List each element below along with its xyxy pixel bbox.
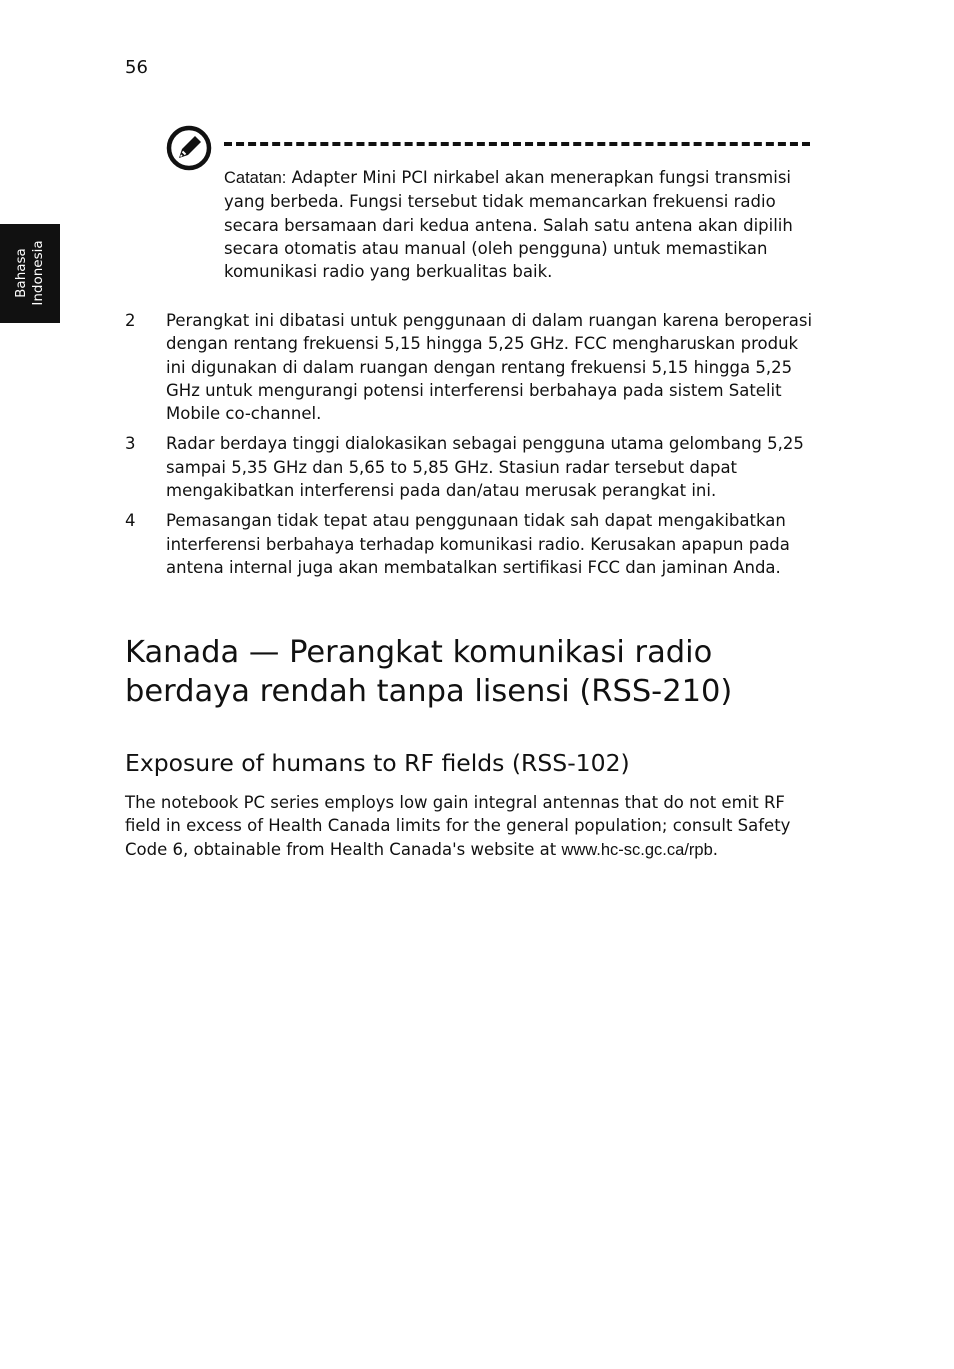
list-item-text: Radar berdaya tinggi dialokasikan sebagai pengguna utama gelombang 5,25 sampai 5,35 GHz dan 5,65 to 5,85 GHz. Stasiun radar tersebut dapat mengakibatkan interferensi pada dan/atau merusak perangkat ini. (166, 434, 804, 501)
list-item-text: Perangkat ini dibatasi untuk penggunaan di dalam ruangan karena beroperasi dengan rentang frekuensi 5,15 hingga 5,25 GHz. FCC mengharuskan produk ini digunakan di dalam ruangan dengan rentang frekuensi 5,15 hingga 5,25 GHz untuk mengurangi potensi interferensi berbahaya pada sistem Satelit Mobile co-channel. (166, 311, 813, 424)
note-pen-icon (166, 125, 212, 171)
list-item-number: 4 (125, 511, 136, 531)
note-box (224, 166, 810, 283)
list-item-number: 3 (125, 434, 136, 454)
list-item (125, 432, 815, 502)
body-paragraph (125, 791, 815, 862)
note-label: Catatan: (224, 169, 287, 187)
side-tab-label (13, 240, 47, 305)
note-dashed-divider (224, 142, 810, 146)
list-item-text: Pemasangan tidak tepat atau penggunaan tidak sah dapat mengakibatkan interferensi berbahaya terhadap komunikasi radio. Kerusakan apapun pada antena internal juga akan membatalkan sertifikasi FCC dan jaminan Anda. (166, 511, 790, 577)
body-end: . (712, 839, 718, 859)
language-side-tab (0, 224, 60, 323)
list-item (125, 309, 815, 425)
side-tab-line-2: Indonesia (30, 240, 46, 306)
numbered-list (125, 309, 815, 586)
body-text: The notebook PC series employs low gain integral antennas that do not emit RF field in excess of Health Canada limits for the general population; consult Safety Code 6, obtainable from Health Canada's website at (125, 793, 791, 859)
side-tab-line-1: Bahasa (13, 248, 29, 298)
list-item (125, 509, 815, 579)
website-link[interactable]: www.hc-sc.gc.ca/rpb (561, 840, 713, 859)
section-heading: Kanada — Perangkat komunikasi radio berdaya rendah tanpa lisensi (RSS-210) (125, 635, 733, 709)
note-body: Adapter Mini PCI nirkabel akan menerapkan fungsi transmisi yang berbeda. Fungsi tersebut tidak memancarkan frekuensi radio secara bersamaan dari kedua antena. Salah satu antena akan dipilih secara otomatis atau manual (oleh pengguna) untuk memastikan komunikasi radio yang berkualitas baik. (224, 168, 793, 282)
list-item-number: 2 (125, 311, 136, 330)
page-number: 56 (125, 57, 148, 78)
sub-heading: Exposure of humans to RF fields (RSS-102) (125, 749, 630, 777)
